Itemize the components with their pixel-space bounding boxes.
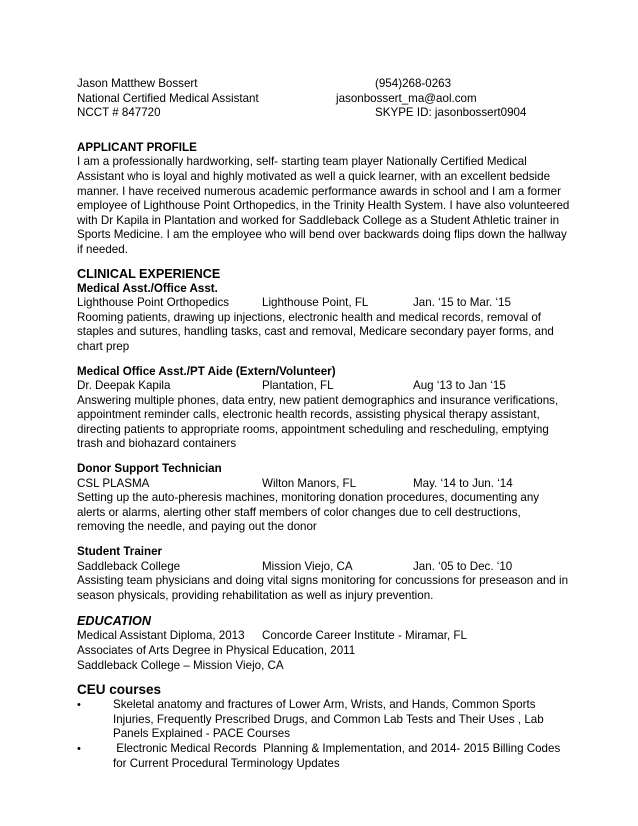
job-description-line: Setting up the auto-pheresis machines, monitoring donation procedures, documenting any [77, 491, 540, 505]
job-entry [77, 365, 557, 453]
job-description-line: Assisting team physicians and doing vital signs monitoring for concussions for preseason and in [77, 574, 569, 588]
diploma-school: Concorde Career Institute - Miramar, FL [262, 629, 467, 643]
job-dates: Aug ‘13 to Jan ‘15 [413, 379, 506, 393]
job-location: Wilton Manors, FL [262, 476, 357, 490]
job-description-line: directing patients to appropriate rooms, appointment scheduling and rescheduling, emptying [77, 422, 549, 436]
resume-page [77, 77, 570, 771]
skype-id: SKYPE ID: jasonbossert0904 [375, 106, 527, 120]
job-title: Donor Support Technician [77, 462, 222, 476]
diploma: Medical Assistant Diploma, 2013 [77, 629, 245, 643]
job-description-line: Answering multiple phones, data entry, new patient demographics and insurance verifications, [77, 393, 559, 407]
profile-line: I am a professionally hardworking, self- starting team player Nationally Certified Medical [77, 155, 527, 169]
ceu-heading: CEU courses [77, 682, 162, 698]
ceu-line: Injuries, Frequently Prescribed Drugs, and Common Lab Tests and Their Uses , Lab [113, 712, 544, 726]
profile-text [77, 155, 570, 257]
ceu-list [77, 698, 561, 771]
job-dates: May. ‘14 to Jun. ‘14 [413, 476, 513, 490]
job-employer: CSL PLASMA [77, 476, 150, 490]
job-location: Lighthouse Point, FL [262, 296, 369, 310]
ceu-list-item [77, 741, 561, 771]
job-dates: Jan. ‘15 to Mar. ‘15 [413, 296, 511, 310]
profile-line: Assistant who is loyal and highly motivated as well a quick learner, with an excellent bedside [77, 169, 551, 183]
job-entry [77, 282, 557, 355]
ncct-number: NCCT # 847720 [77, 106, 161, 120]
job-description-line: alerts or alarms, alerting other staff members of color changes due to cell destructions, [77, 505, 521, 519]
ceu-line: Skeletal anatomy and fractures of Lower Arm, Wrists, and Hands, Common Sports [113, 698, 536, 712]
job-title: Medical Office Asst./PT Aide (Extern/Volunteer) [77, 364, 336, 378]
job-description-line: appointment reminder calls, electronic health records, assisting physical therapy assistant, [77, 408, 540, 422]
job-description-line: staples and sutures, handling tasks, cast and removal, Medicare secondary payer forms, and [77, 325, 554, 339]
job-title: Medical Asst./Office Asst. [77, 281, 218, 295]
applicant-name: Jason Matthew Bossert [77, 77, 198, 90]
profile-line: employee of Lighthouse Point Orthopedics, in the Trinity Health System. I have also volunteered [77, 199, 570, 213]
phone-number: (954)268-0263 [375, 77, 452, 90]
profile-line: if needed. [77, 242, 128, 256]
bullet-icon: • [77, 742, 81, 755]
job-employer: Lighthouse Point Orthopedics [77, 296, 230, 310]
job-description-line: trash and biohazard containers [77, 437, 237, 451]
job-employer: Dr. Deepak Kapila [77, 379, 171, 393]
profile-line: Sports Medicine. I am the employee who will bend over backwards doing flips down the hallway [77, 228, 567, 242]
job-description-line: chart prep [77, 339, 130, 353]
email-address: jasonbossert_ma@aol.com [336, 91, 477, 105]
ceu-list-item [77, 698, 557, 742]
college: Saddleback College – Mission Viejo, CA [77, 658, 284, 672]
education-heading: EDUCATION [77, 614, 151, 629]
ceu-line: Electronic Medical Records Planning & Implementation, and 2014- 2015 Billing Codes [113, 741, 561, 755]
certification-title: National Certified Medical Assistant [77, 91, 259, 105]
profile-line: with Dr Kapila in Plantation and worked for Saddleback College as a Student Athletic trainer in [77, 213, 560, 227]
job-entry [77, 462, 557, 535]
job-location: Mission Viejo, CA [262, 559, 353, 573]
profile-heading: APPLICANT PROFILE [77, 140, 197, 154]
job-location: Plantation, FL [262, 379, 334, 393]
bullet-icon: • [77, 699, 81, 712]
clinical-experience-heading: CLINICAL EXPERIENCE [77, 266, 221, 281]
job-dates: Jan. ‘05 to Dec. ‘10 [413, 559, 513, 573]
job-description-line: season physicals, providing rehabilitation as well as injury prevention. [77, 588, 434, 602]
job-description-line: removing the needle, and paying out the donor [77, 520, 317, 534]
ceu-line: for Current Procedural Terminology Updates [113, 756, 340, 770]
job-entry [77, 545, 569, 603]
job-title: Student Trainer [77, 545, 163, 559]
contact-header [77, 77, 557, 121]
job-employer: Saddleback College [77, 559, 181, 573]
ceu-line: Panels Explained - PACE Courses [113, 727, 290, 741]
job-description-line: Rooming patients, drawing up injections, electronic health and medical records, removal of [77, 310, 541, 324]
degree: Associates of Arts Degree in Physical Education, 2011 [77, 644, 356, 657]
profile-line: manner. I have received numerous academic performance awards in school and I am a former [77, 184, 561, 198]
